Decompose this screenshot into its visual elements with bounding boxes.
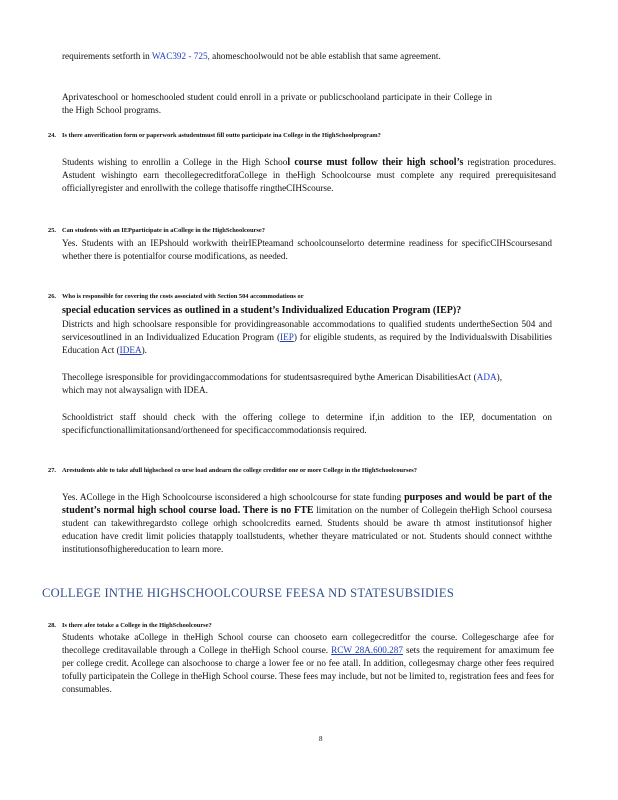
question-number: 24.	[48, 132, 56, 139]
answer-26-district-staff: Schooldistrict staff should check with the offering college to determine if,in addition to the IEP, documentation on specificfunctionallimitationsand/ortheneed for specificaccommodationsis required.	[62, 412, 552, 435]
answer-24: Students wishing to enrollin a College in the High School course must follow their high school’s registration procedures. Astudent wishingto earn thecollegecreditforaCollege in theHigh Schoolcourse must complete any required prerequisitesand officiallyregister and enrollwith the college thatisoffe ringtheCIHScourse.	[62, 157, 556, 193]
page-number: 8	[319, 735, 323, 743]
ada-link[interactable]: ADA	[476, 372, 497, 382]
answer-27: Yes. ACollege in the High Schoolcourse isconsidered a high schoolcourse for state funding purposes and would be part of the student’s normal high school course load. There is no FTE limitation on the number of Collegein theHigh School coursesa student can takewithregardsto college orhigh schoolcredits earned. Students should be aware th atmost institutionsof higher education have credit limit policies thatapply toallstudents, whether theyare matriculated or not. Students should connect withthe institutionsofhighereducation to learn more.	[62, 492, 552, 554]
section-heading: COLLEGE INTHE HIGHSCHOOLCOURSE FEESA ND STATESUBSIDIES	[42, 586, 455, 600]
idea-link[interactable]: IDEA	[119, 345, 142, 355]
rcw-link[interactable]: RCW 28A.600.287	[331, 645, 403, 655]
question-number: 26.	[48, 293, 56, 300]
question-text: Arestudents able to take afull highschool co urse load andearn the college creditfor one or more College in the HighSchoolcourses?	[62, 467, 417, 474]
question-text: Who is responsible for covering the costs associated with Section 504 accommodations or	[62, 293, 304, 300]
answer-25: Yes. Students with an IEPshould workwith theirIEPteamand schoolcounselorto determine readiness for specificCIHScoursesand whether there is potentialfor course modifications, as needed.	[62, 238, 552, 261]
question-number: 25.	[48, 227, 56, 234]
question-number: 28.	[48, 622, 56, 629]
answer-28: Students whotake aCollege in theHigh School course can chooseto earn collegecreditfor the course. Collegescharge afee for thecollege creditavailable through a College in theHigh School course. RCW 28A.600.287 sets the requirement for amaximum fee per college credit. Acollege can alsochoose to charge a lower fee or no fee atall. In addition, collegesmay charge other fees required tofully participatein the College in theHigh School course. These fees may include, but not be limited to, registration fees and fees for consumables.	[62, 632, 554, 694]
question-text: Can students with an IEPparticipate in aCollege in the HighSchoolcourse?	[62, 227, 265, 234]
answer-26-college: Thecollege isresponsible for providingaccommodations for studentsasrequired bythe American DisabilitiesAct (ADA), which may not alwaysalign with IDEA.	[62, 372, 502, 395]
question-28	[48, 621, 534, 630]
iep-link[interactable]: IEP	[280, 332, 294, 342]
wac-link[interactable]: WAC392 - 725,	[151, 51, 210, 61]
question-24	[48, 131, 534, 140]
question-26	[48, 292, 534, 301]
paragraph-requirements: requirements setforth in WAC392 - 725, ahomeschoolwould not be able establish that same agreement.	[62, 51, 441, 61]
question-number: 27.	[48, 467, 56, 474]
question-text: Is there anverification form or paperwork astudentmust fill outto participate ina College in the HighSchoolprogram?	[62, 132, 381, 139]
question-26-continued: special education services as outlined in a student’s Individualized Education Program (IEP)?	[62, 305, 462, 316]
question-25	[48, 226, 534, 235]
question-text: Is there afee totake a College in the HighSchoolcourse?	[62, 622, 212, 629]
answer-26-districts: Districts and high schoolsare responsible for providingreasonable accommodations to qualified students undertheSection 504 and servicesoutlined in an Individualized Education Program (IEP) for eligible students, as required by the Individualswith Disabilities Education Act (IDEA).	[62, 319, 552, 355]
paragraph-private-school: Aprivateschool or homeschooled student could enroll in a private or publicschooland participate in their College in the High School programs.	[62, 92, 492, 115]
question-27	[48, 466, 534, 475]
